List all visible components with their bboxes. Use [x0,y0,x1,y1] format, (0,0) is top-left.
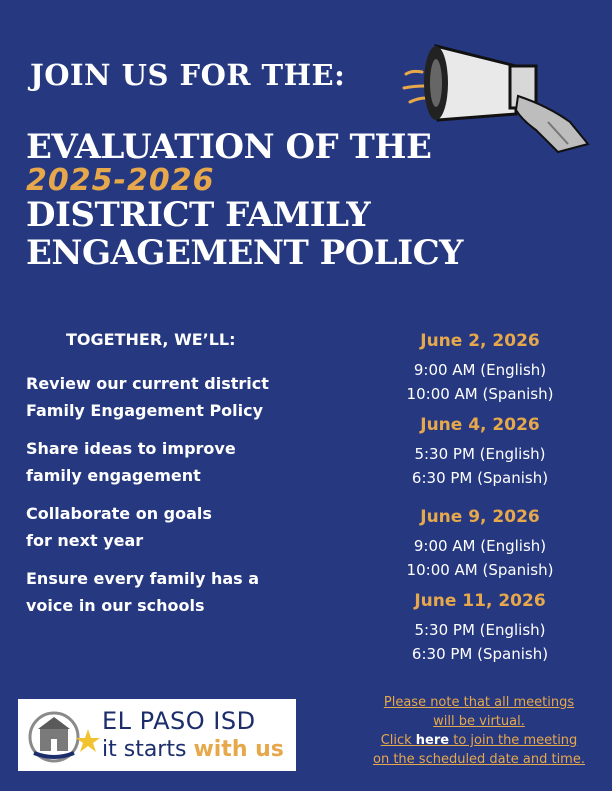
join-meeting-link[interactable]: here [415,733,450,748]
title-year: 2025-2026 [26,163,215,198]
note-line: on the scheduled date and time. [373,752,585,767]
meeting-schedule [380,328,580,672]
agenda-item-line: Family Engagement Policy [26,401,264,420]
agenda-heading: TOGETHER, WE’LL: [66,330,236,349]
agenda-item [26,370,316,424]
note-rest-text: to join the meeting [449,733,578,748]
note-line: will be virtual. [433,714,525,729]
session [380,412,580,490]
note-click-text: Click [380,733,416,748]
session-time: 9:00 AM (English) [413,537,547,555]
logo-tagline-start: it starts [102,737,194,762]
note-link-line [356,731,602,750]
agenda-item-line: Collaborate on goals [26,504,212,523]
virtual-meeting-note [356,693,602,769]
agenda-item-line: Share ideas to improve [26,439,236,458]
session-date: June 4, 2026 [420,415,540,435]
session [380,504,580,582]
title-line-3: ENGAGEMENT POLICY [26,233,463,273]
logo-tagline [102,737,284,762]
session-time: 10:00 AM (Spanish) [406,561,554,579]
logo-name: EL PASO ISD [102,707,256,735]
join-heading: JOIN US FOR THE: [30,58,346,92]
agenda-item-line: for next year [26,531,144,550]
title-line-1: EVALUATION OF THE [26,127,432,167]
agenda-item-line: voice in our schools [26,596,205,615]
agenda-item [26,565,316,619]
agenda-item [26,435,316,489]
agenda-item [26,500,316,554]
session-date: June 9, 2026 [420,507,540,527]
session-time: 6:30 PM (Spanish) [411,645,549,663]
logo-tagline-highlight: with us [193,737,284,762]
session-date: June 11, 2026 [414,591,546,611]
star-icon [76,729,100,752]
agenda-item-line: family engagement [26,466,201,485]
session-time: 9:00 AM (English) [413,361,547,379]
session-date: June 2, 2026 [420,331,540,351]
session-time: 5:30 PM (English) [414,445,546,463]
district-logo[interactable] [18,699,296,771]
title-line-2: DISTRICT FAMILY [26,195,371,235]
session-time: 10:00 AM (Spanish) [406,385,554,403]
session-time: 6:30 PM (Spanish) [411,469,549,487]
session-time: 5:30 PM (English) [414,621,546,639]
session [380,588,580,666]
agenda-item-line: Ensure every family has a [26,569,260,588]
event-title [26,128,463,272]
note-line: Please note that all meetings [383,695,575,710]
agenda-item-line: Review our current district [26,374,269,393]
agenda-list [26,370,316,630]
session [380,328,580,406]
